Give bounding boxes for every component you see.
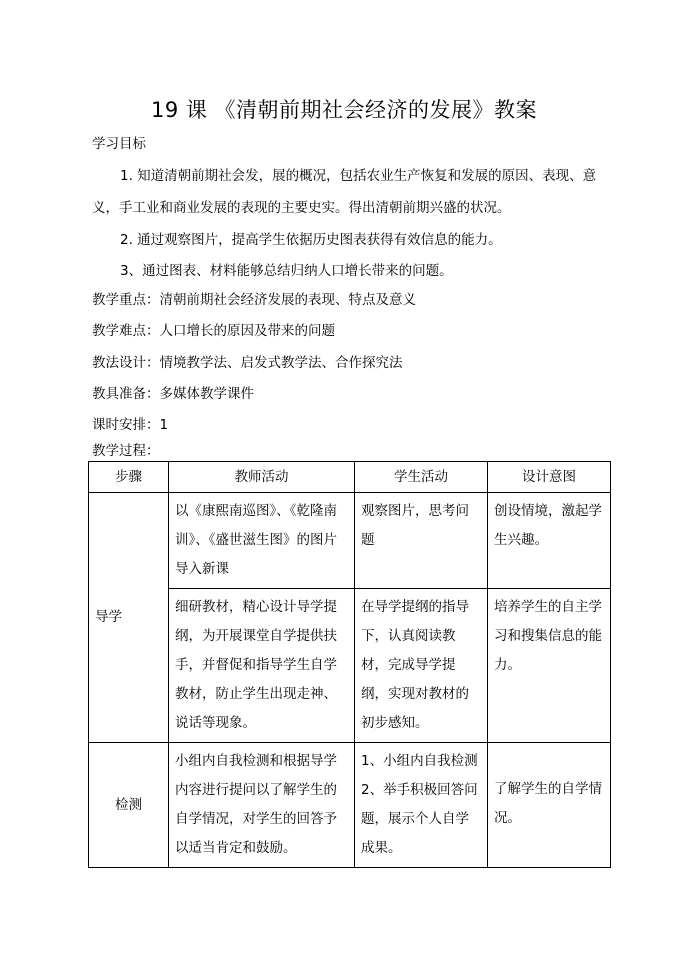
- info-difficulties: [92, 322, 335, 340]
- info-label: 教学难点：: [92, 323, 160, 339]
- student-line: 1、小组内自我检测: [361, 753, 478, 769]
- student-cell: 在导学提纲的指导下，认真阅读教材，完成导学提纲，实现对教材的初步感知。: [355, 589, 488, 743]
- page-title: 19 课 《清朝前期社会经济的发展》教案: [150, 98, 538, 122]
- student-line: 2、举手积极回答问题，展示个人自学成果。: [361, 782, 478, 856]
- table-header-row: [89, 462, 611, 493]
- objective-1: 1. 知道清朝前期社会发，展的概况，包括农业生产恢复和发展的原因、表现、意义，手工业和商业发展的表现的主要史实。得出清朝前期兴盛的状况。: [92, 168, 597, 216]
- info-methods: [92, 354, 403, 372]
- info-tools: [92, 385, 254, 403]
- teacher-cell: 细研教材，精心设计导学提纲，为开展课堂自学提供扶手，并督促和指导学生自学教材，防止学生出现走神、说话等现象。: [169, 589, 355, 743]
- info-label: 教学重点：: [92, 292, 160, 308]
- intent-cell: 创设情境，激起学生兴趣。: [488, 493, 611, 589]
- info-value: 1: [159, 417, 169, 433]
- info-label: 教法设计：: [92, 355, 160, 371]
- objectives-heading: 学习目标: [92, 136, 146, 152]
- objective-3: 3、通过图表、材料能够总结归纳人口增长带来的问题。: [120, 263, 453, 279]
- teacher-cell: 以《康熙南巡图》、《乾隆南训》、《盛世滋生图》的图片导入新课: [169, 493, 355, 589]
- student-cell: 观察图片，思考问题: [355, 493, 488, 589]
- info-periods: [92, 416, 168, 434]
- header-step: 步骤: [89, 462, 169, 493]
- header-intent: 设计意图: [488, 462, 611, 493]
- table-row: [89, 493, 611, 589]
- info-key-points: [92, 291, 416, 309]
- header-student: 学生活动: [355, 462, 488, 493]
- objective-2: 2. 通过观察图片，提高学生依据历史图表获得有效信息的能力。: [120, 232, 502, 248]
- info-value: 清朝前期社会经济发展的表现、特点及意义: [159, 292, 416, 308]
- student-cell: [355, 743, 488, 868]
- info-value: 情境教学法、启发式教学法、合作探究法: [159, 355, 403, 371]
- teaching-process-table: [88, 461, 611, 868]
- info-value: 多媒体教学课件: [159, 386, 254, 402]
- process-heading: 教学过程：: [92, 443, 160, 459]
- info-label: 课时安排：: [92, 417, 160, 433]
- info-label: 教具准备：: [92, 386, 160, 402]
- intent-cell: 了解学生的自学情况。: [488, 743, 611, 868]
- intent-cell: 培养学生的自主学习和搜集信息的能力。: [488, 589, 611, 743]
- step-cell: 导学: [89, 493, 169, 743]
- table-row: [89, 743, 611, 868]
- info-value: 人口增长的原因及带来的问题: [159, 323, 335, 339]
- header-teacher: 教师活动: [169, 462, 355, 493]
- step-cell: 检测: [89, 743, 169, 868]
- teacher-cell: 小组内自我检测和根据导学内容进行提问以了解学生的自学情况，对学生的回答予以适当肯定和鼓励。: [169, 743, 355, 868]
